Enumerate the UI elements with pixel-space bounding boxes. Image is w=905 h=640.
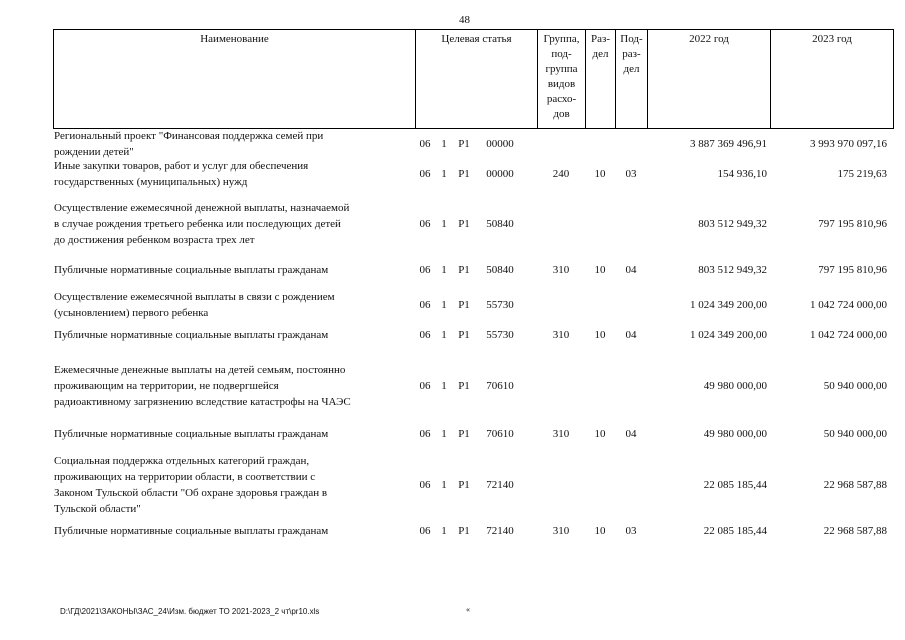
- amount-2022: 1 024 349 200,00: [690, 329, 767, 341]
- row-name: Публичные нормативные социальные выплаты гражданам: [54, 264, 329, 276]
- page-number: 48: [459, 14, 470, 26]
- header-group: Группа, под- группа видов расхо- дов: [538, 30, 586, 128]
- code-b: 1: [441, 299, 447, 311]
- amount-2023: 22 968 587,88: [823, 525, 887, 537]
- subsection-code: 03: [625, 525, 637, 537]
- code-b: 1: [441, 525, 447, 537]
- code-d: 55730: [486, 329, 514, 341]
- header-2022: 2022 год: [648, 30, 771, 128]
- code-a: 06: [419, 479, 431, 491]
- table-header: [53, 29, 894, 129]
- subsection-code: 03: [625, 168, 637, 180]
- group-code: 310: [552, 525, 570, 537]
- amount-2023: 50 940 000,00: [823, 380, 887, 392]
- code-b: 1: [441, 168, 447, 180]
- code-d: 00000: [486, 168, 514, 180]
- section-code: 10: [594, 329, 606, 341]
- section-code: 10: [594, 525, 606, 537]
- table-row: [53, 426, 893, 442]
- amount-2022: 3 887 369 496,91: [690, 138, 767, 150]
- group-code: 310: [552, 329, 570, 341]
- header-section: Раз- дел: [586, 30, 616, 128]
- code-a: 06: [419, 299, 431, 311]
- row-name: Публичные нормативные социальные выплаты гражданам: [54, 329, 329, 341]
- group-code: 310: [552, 264, 570, 276]
- code-c: P1: [458, 218, 470, 230]
- code-a: 06: [419, 138, 431, 150]
- row-name: Публичные нормативные социальные выплаты гражданам: [54, 525, 329, 537]
- code-a: 06: [419, 218, 431, 230]
- code-b: 1: [441, 329, 447, 341]
- table-row: [53, 200, 893, 248]
- section-code: 10: [594, 264, 606, 276]
- code-c: P1: [458, 138, 470, 150]
- amount-2023: 3 993 970 097,16: [810, 138, 887, 150]
- amount-2023: 22 968 587,88: [823, 479, 887, 491]
- group-code: 310: [552, 428, 570, 440]
- amount-2023: 50 940 000,00: [823, 428, 887, 440]
- amount-2022: 22 085 185,44: [703, 479, 767, 491]
- section-code: 10: [594, 428, 606, 440]
- code-c: P1: [458, 264, 470, 276]
- code-a: 06: [419, 329, 431, 341]
- subsection-code: 04: [625, 264, 637, 276]
- code-b: 1: [441, 380, 447, 392]
- code-c: P1: [458, 428, 470, 440]
- code-a: 06: [419, 428, 431, 440]
- amount-2023: 175 219,63: [837, 168, 887, 180]
- code-b: 1: [441, 428, 447, 440]
- amount-2023: 1 042 724 000,00: [810, 299, 887, 311]
- code-c: P1: [458, 380, 470, 392]
- section-code: 10: [594, 168, 606, 180]
- code-d: 55730: [486, 299, 514, 311]
- header-subsection: Под- раз- дел: [616, 30, 648, 128]
- code-c: P1: [458, 479, 470, 491]
- amount-2022: 49 980 000,00: [703, 428, 767, 440]
- code-a: 06: [419, 525, 431, 537]
- code-a: 06: [419, 168, 431, 180]
- table-row: [53, 453, 893, 517]
- table-row: [53, 362, 893, 410]
- code-c: P1: [458, 525, 470, 537]
- subsection-code: 04: [625, 329, 637, 341]
- code-b: 1: [441, 479, 447, 491]
- row-name: Иные закупки товаров, работ и услуг для обеспечения государственных (муниципальных) нужд: [54, 160, 309, 188]
- amount-2022: 1 024 349 200,00: [690, 299, 767, 311]
- code-d: 70610: [486, 428, 514, 440]
- code-d: 50840: [486, 218, 514, 230]
- amount-2022: 154 936,10: [717, 168, 767, 180]
- amount-2022: 803 512 949,32: [698, 264, 767, 276]
- page-mark: «: [466, 605, 470, 614]
- group-code: 240: [552, 168, 570, 180]
- amount-2023: 797 195 810,96: [818, 264, 887, 276]
- amount-2022: 22 085 185,44: [703, 525, 767, 537]
- code-c: P1: [458, 168, 470, 180]
- row-name: Осуществление ежемесячной выплаты в связи с рождением (усыновлением) первого ребенка: [54, 291, 335, 319]
- subsection-code: 04: [625, 428, 637, 440]
- amount-2022: 49 980 000,00: [703, 380, 767, 392]
- row-name: Ежемесячные денежные выплаты на детей семьям, постоянно проживающим на территории, не подвергшейся радиоактивному загрязнению вследствие катастрофы на ЧАЭС: [54, 364, 351, 408]
- amount-2023: 797 195 810,96: [818, 218, 887, 230]
- code-d: 70610: [486, 380, 514, 392]
- table-row: [53, 128, 893, 160]
- code-b: 1: [441, 264, 447, 276]
- table-row: [53, 523, 893, 539]
- file-path-footer: D:\ГД\2021\ЗАКОНЫ\ЗАС_24\Изм. бюджет ТО 2021-2023_2 чт\pr10.xls: [60, 607, 320, 616]
- code-d: 50840: [486, 264, 514, 276]
- amount-2022: 803 512 949,32: [698, 218, 767, 230]
- code-a: 06: [419, 380, 431, 392]
- code-c: P1: [458, 329, 470, 341]
- code-d: 00000: [486, 138, 514, 150]
- code-d: 72140: [486, 479, 514, 491]
- row-name: Региональный проект "Финансовая поддержка семей при рождении детей": [54, 130, 324, 158]
- code-c: P1: [458, 299, 470, 311]
- code-a: 06: [419, 264, 431, 276]
- table-row: [53, 158, 893, 190]
- row-name: Социальная поддержка отдельных категорий граждан, проживающих на территории области, в соответствии с Законом Тульской области "Об охране здоровья граждан в Тульской области": [54, 455, 328, 515]
- header-2023: 2023 год: [771, 30, 894, 128]
- amount-2023: 1 042 724 000,00: [810, 329, 887, 341]
- table-row: [53, 262, 893, 278]
- code-b: 1: [441, 138, 447, 150]
- table-row: [53, 289, 893, 321]
- row-name: Публичные нормативные социальные выплаты гражданам: [54, 428, 329, 440]
- table-row: [53, 327, 893, 343]
- header-target: Целевая статья: [416, 30, 538, 128]
- row-name: Осуществление ежемесячной денежной выплаты, назначаемой в случае рождения третьего ребенка или последующих детей до достижения ребенком возраста трех лет: [54, 202, 350, 246]
- header-name: Наименование: [54, 30, 416, 128]
- code-d: 72140: [486, 525, 514, 537]
- code-b: 1: [441, 218, 447, 230]
